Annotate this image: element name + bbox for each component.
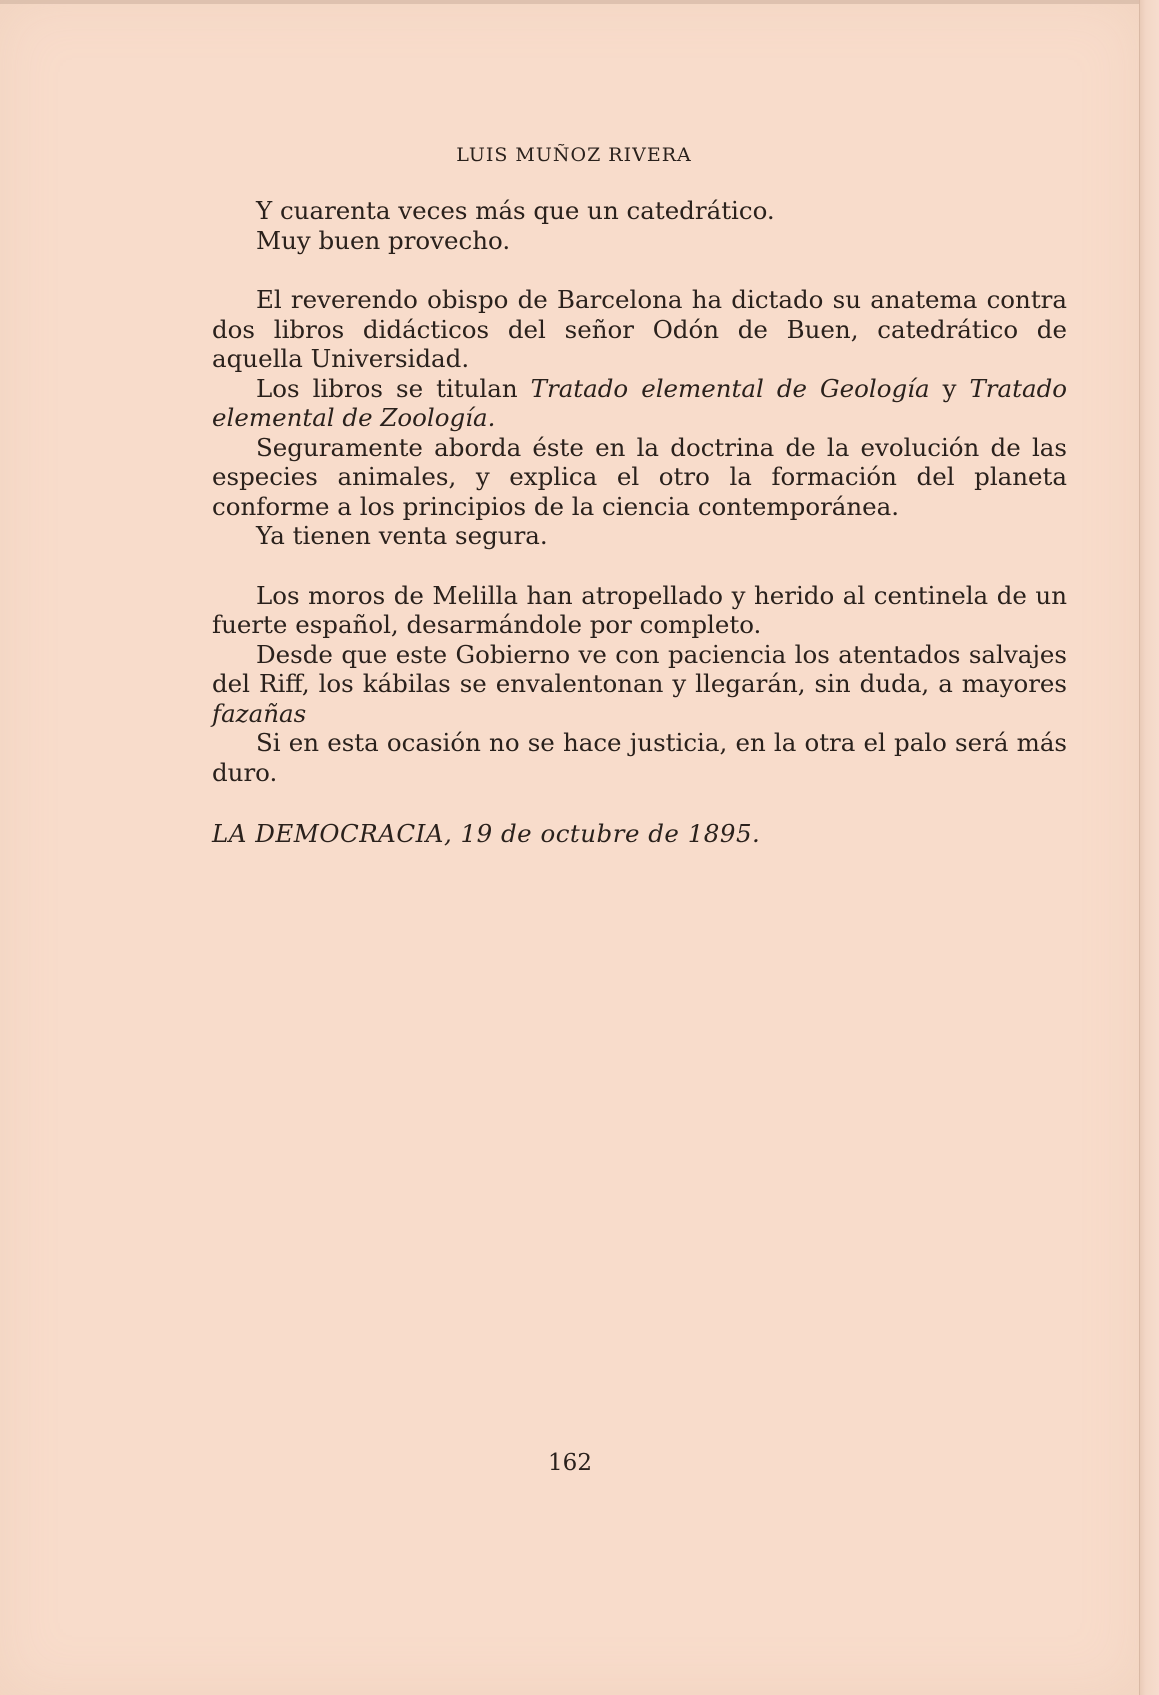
body-text [212, 196, 1067, 849]
paragraph-6: Ya tienen venta segura. [256, 521, 548, 550]
paragraph-8-text: Desde que este Gobierno ve con paciencia los atentados salvajes del Riff, los kábilas se envalentonan y llegarán, sin duda, a mayores [212, 639, 1067, 698]
paragraph-3: El reverendo obispo de Barcelona ha dictado su anatema contra dos libros didácticos del señor Odón de Buen, catedrático de aquella Universidad. [212, 285, 1067, 373]
page-right-edge [1139, 0, 1159, 1695]
paragraph-4-text-b: y [929, 373, 970, 403]
paragraph-4 [212, 374, 1067, 433]
paragraph-9: Si en esta ocasión no se hace justicia, en la otra el palo será más duro. [212, 728, 1067, 787]
book-title-zoology: Tratado elemental de Zoología. [212, 373, 1067, 432]
source-citation: LA DEMOCRACIA, 19 de octubre de 1895. [212, 819, 761, 848]
section-gap [212, 255, 1067, 285]
book-title-geology: Tratado elemental de Geología [530, 373, 930, 403]
section-gap [212, 787, 1067, 819]
paragraph-2: Muy buen provecho. [256, 225, 511, 255]
paragraph-7: Los moros de Melilla han atropellado y herido al centinela de un fuerte español, desarmándole por completo. [212, 580, 1067, 639]
section-gap [212, 551, 1067, 581]
paragraph-1: Y cuarenta veces más que un catedrático. [256, 196, 775, 225]
paragraph-5: Seguramente aborda éste en la doctrina de la evolución de las especies animales, y explica el otro la formación del planeta conforme a los principios de la ciencia contemporánea. [212, 432, 1067, 521]
paragraph-4-text-a: Los libros se titulan [256, 373, 531, 403]
page-top-edge [0, 0, 1140, 4]
paragraph-8 [212, 640, 1067, 729]
running-head: LUIS MUÑOZ RIVERA [456, 144, 692, 166]
paragraph-8-italic-word: fazañas [212, 698, 307, 728]
page-number: 162 [548, 1450, 592, 1476]
